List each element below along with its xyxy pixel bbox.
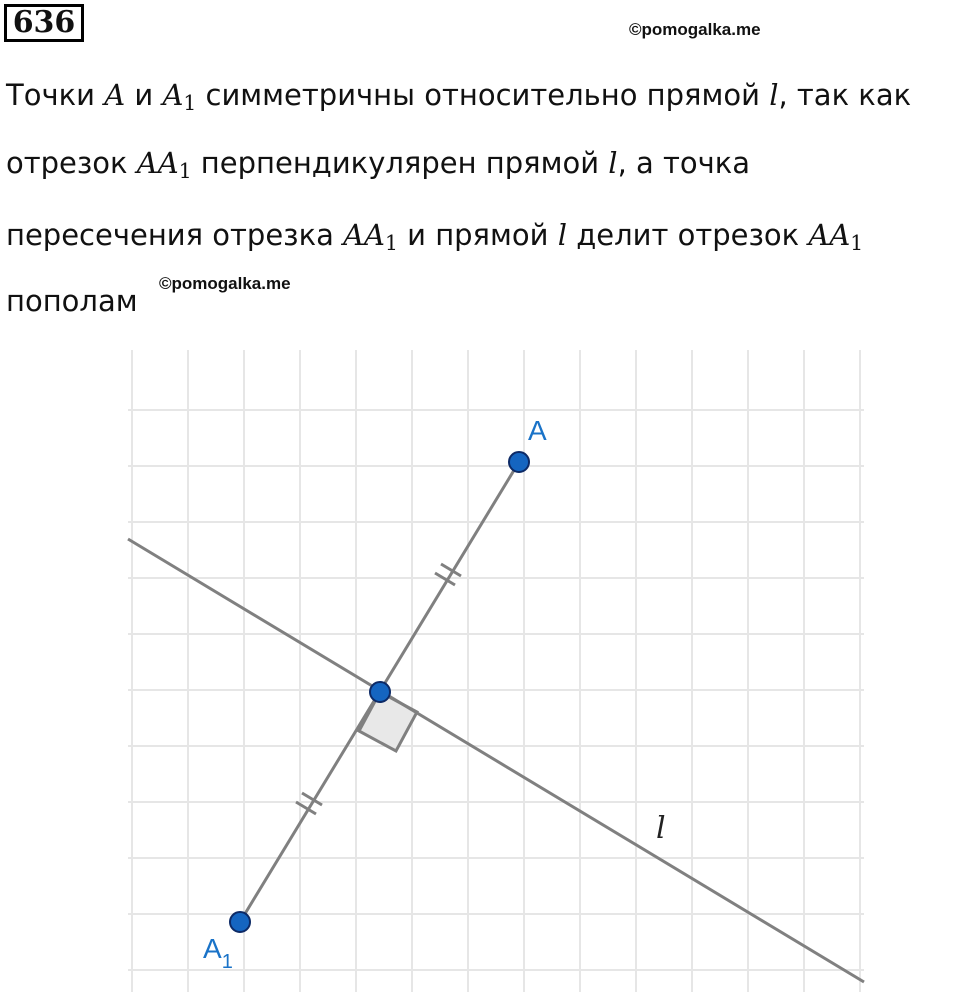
text-fragment: , так как: [778, 78, 912, 112]
tick-marks-upper: [435, 564, 461, 585]
text-fragment: делит отрезок: [566, 218, 809, 252]
text-fragment: пополам: [6, 284, 138, 318]
math-point-a: A: [104, 78, 126, 112]
point-a1: [230, 912, 250, 932]
text-fragment: симметричны относительно прямой: [196, 78, 770, 112]
text-fragment: , а точка: [617, 146, 751, 180]
label-line-l: l: [656, 811, 666, 846]
text-fragment: Точки: [6, 78, 105, 112]
math-line-l: l: [769, 78, 779, 112]
label-point-a: A: [528, 415, 547, 446]
point-a: [509, 452, 529, 472]
math-segment-aa1: $AA_1$: [343, 218, 398, 256]
text-fragment: отрезок: [6, 146, 137, 180]
point-intersection: [370, 682, 390, 702]
grid: [128, 350, 864, 992]
math-point-a1: $A_1$: [162, 78, 197, 116]
text-fragment: пересечения отрезка: [6, 218, 344, 252]
watermark-top: ©pomogalka.me: [629, 20, 761, 39]
text-fragment: и: [125, 78, 163, 112]
math-line-l: l: [608, 146, 618, 180]
label-point-a1: $A_1$: [203, 933, 233, 973]
math-segment-aa1: $AA_1$: [136, 146, 192, 184]
text-fragment: и прямой: [397, 218, 558, 252]
watermark-middle: ©pomogalka.me: [159, 274, 291, 293]
text-fragment: перпендикулярен прямой: [191, 146, 609, 180]
problem-number: 636: [4, 4, 84, 42]
math-segment-aa1: $AA_1$: [808, 218, 864, 256]
right-angle-marker: [359, 692, 417, 751]
math-line-l: l: [557, 218, 567, 252]
